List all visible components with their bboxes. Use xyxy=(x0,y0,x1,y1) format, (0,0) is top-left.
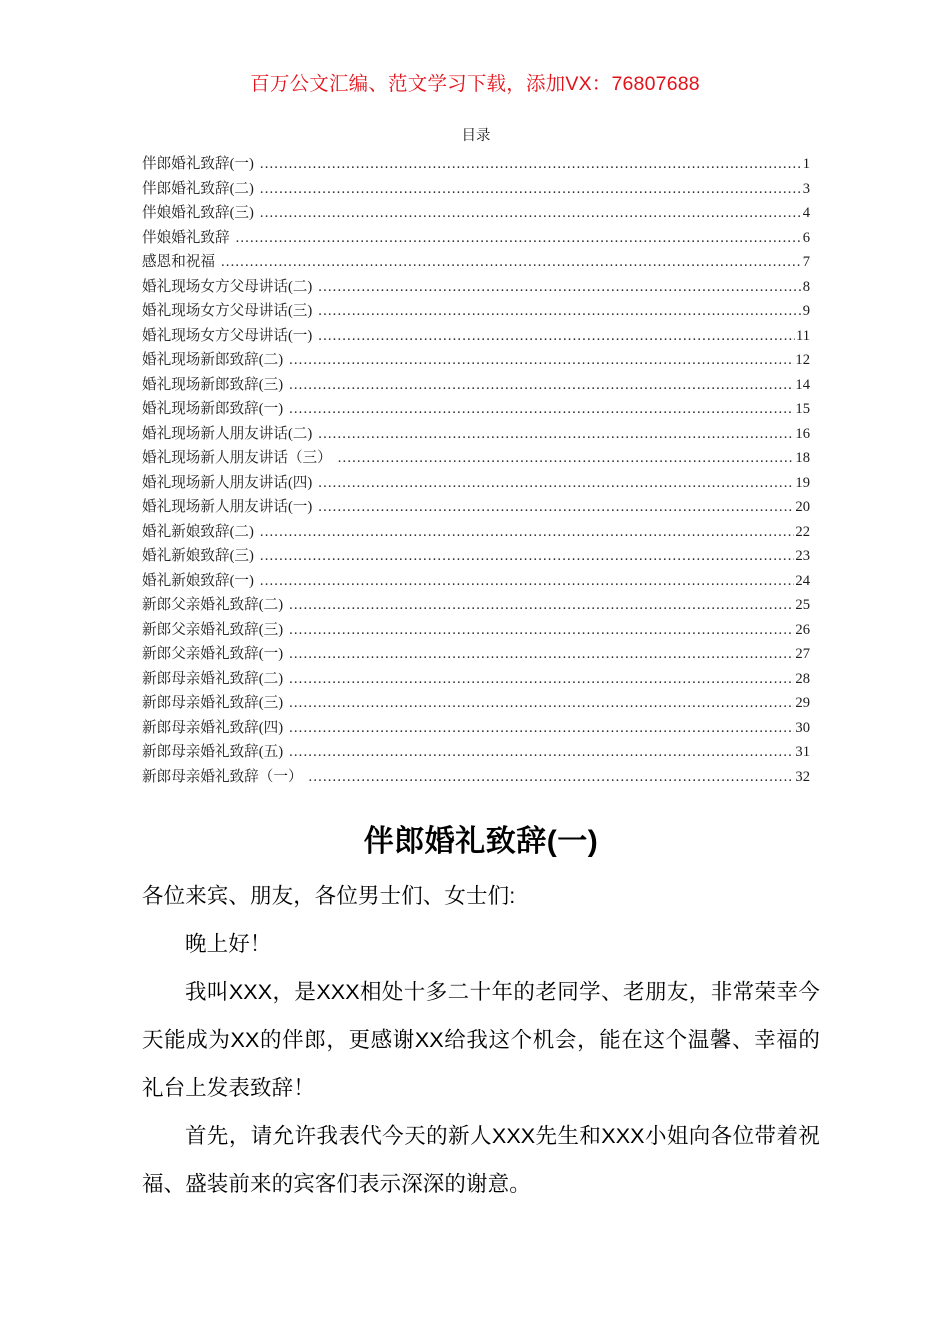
toc-page-number: 27 xyxy=(795,646,810,662)
toc-dot-leader xyxy=(260,177,802,202)
toc-entry-label: 新郎母亲婚礼致辞(二) xyxy=(142,670,284,687)
toc-entry[interactable] xyxy=(142,520,810,545)
toc-page-number: 7 xyxy=(802,254,810,270)
toc-dot-leader xyxy=(289,373,794,398)
toc-page-number: 3 xyxy=(802,180,810,197)
article-title: 伴郎婚礼致辞(一) xyxy=(363,825,599,858)
toc-dot-leader xyxy=(289,716,794,741)
toc-entry-label: 新郎母亲婚礼致辞(四) xyxy=(142,719,284,736)
toc-entry-label: 婚礼现场女方父母讲话(三) xyxy=(142,303,313,319)
toc-dot-leader xyxy=(289,593,794,618)
toc-dot-leader xyxy=(289,667,794,692)
toc-entry-label: 婚礼现场新人朋友讲话（三） xyxy=(142,450,332,466)
toc-entry[interactable] xyxy=(142,299,810,324)
toc-entry[interactable] xyxy=(142,201,810,226)
toc-page-number: 16 xyxy=(795,425,810,442)
toc-entry[interactable] xyxy=(142,740,810,765)
toc-entry[interactable] xyxy=(142,397,810,422)
toc-dot-leader xyxy=(289,740,794,765)
toc-page-number: 18 xyxy=(795,450,810,466)
toc-dot-leader xyxy=(289,618,794,643)
article-paragraph: 各位来宾、朋友，各位男士们、女士们: xyxy=(142,884,516,908)
article-paragraph: 我叫XXX，是XXX相处十多二十年的老同学、老朋友，非常荣幸今天能成为XX的伴郎，更感谢XX给我这个机会，能在这个温馨、幸福的礼台上发表致辞！ xyxy=(142,980,820,1100)
toc-entry-label: 伴郎婚礼致辞(一) xyxy=(142,156,254,172)
toc-entry[interactable] xyxy=(142,691,810,716)
toc-page-number: 15 xyxy=(795,401,810,417)
toc-dot-leader xyxy=(318,275,801,300)
toc-entry-label: 婚礼新娘致辞(二) xyxy=(142,523,254,540)
toc-entry-label: 婚礼现场女方父母讲话(二) xyxy=(142,278,313,295)
toc-entry[interactable] xyxy=(142,275,810,300)
toc-entry-label: 婚礼现场新人朋友讲话(一) xyxy=(142,499,313,515)
toc-dot-leader xyxy=(318,422,794,447)
toc-dot-leader xyxy=(318,471,794,496)
toc-page-number: 20 xyxy=(795,499,810,515)
toc-dot-leader xyxy=(289,397,794,422)
toc-entry[interactable] xyxy=(142,667,810,692)
toc-entry[interactable] xyxy=(142,593,810,618)
toc-page-number: 28 xyxy=(795,670,810,687)
promo-banner: 百万公文汇编、范文学习下载，添加VX：76807688 xyxy=(250,73,700,95)
table-of-contents xyxy=(142,126,810,789)
toc-dot-leader xyxy=(289,348,794,373)
toc-entry[interactable] xyxy=(142,495,810,520)
toc-dot-leader xyxy=(309,765,795,790)
toc-entry-list xyxy=(142,152,810,789)
toc-entry-label: 新郎父亲婚礼致辞(三) xyxy=(142,621,284,638)
toc-entry[interactable] xyxy=(142,348,810,373)
toc-entry-label: 新郎母亲婚礼致辞(三) xyxy=(142,695,284,711)
toc-heading: 目录 xyxy=(461,128,491,144)
toc-entry-label: 新郎母亲婚礼致辞（一） xyxy=(142,768,303,785)
toc-page-number: 32 xyxy=(795,768,810,785)
article-body xyxy=(142,872,820,1208)
toc-entry[interactable] xyxy=(142,373,810,398)
toc-dot-leader xyxy=(260,569,795,594)
toc-entry-label: 婚礼现场新郎致辞(一) xyxy=(142,401,284,417)
toc-entry[interactable] xyxy=(142,226,810,251)
toc-entry[interactable] xyxy=(142,618,810,643)
toc-dot-leader xyxy=(318,324,795,349)
toc-entry[interactable] xyxy=(142,471,810,496)
toc-entry[interactable] xyxy=(142,446,810,471)
toc-page-number: 19 xyxy=(795,474,810,491)
toc-page-number: 9 xyxy=(802,303,810,319)
toc-entry[interactable] xyxy=(142,765,810,790)
toc-page-number: 4 xyxy=(802,205,810,221)
toc-page-number: 29 xyxy=(795,695,810,711)
toc-entry[interactable] xyxy=(142,177,810,202)
toc-entry-label: 新郎父亲婚礼致辞(一) xyxy=(142,646,284,662)
toc-entry-label: 婚礼现场新人朋友讲话(二) xyxy=(142,425,313,442)
toc-page-number: 8 xyxy=(802,278,810,295)
toc-entry[interactable] xyxy=(142,152,810,177)
toc-page-number: 23 xyxy=(795,548,810,564)
toc-dot-leader xyxy=(236,226,802,251)
toc-entry[interactable] xyxy=(142,324,810,349)
toc-entry-label: 新郎父亲婚礼致辞(二) xyxy=(142,597,284,613)
toc-dot-leader xyxy=(318,495,794,520)
toc-entry[interactable] xyxy=(142,642,810,667)
toc-page-number: 25 xyxy=(795,597,810,613)
toc-entry-label: 婚礼新娘致辞(一) xyxy=(142,572,254,589)
toc-entry-label: 婚礼现场新人朋友讲话(四) xyxy=(142,474,313,491)
toc-page-number: 1 xyxy=(802,156,810,172)
toc-page-number: 26 xyxy=(795,621,810,638)
toc-entry-label: 伴郎婚礼致辞(二) xyxy=(142,180,254,197)
toc-dot-leader xyxy=(318,299,801,324)
article-section xyxy=(142,820,820,1208)
toc-entry-label: 感恩和祝福 xyxy=(142,254,215,270)
toc-dot-leader xyxy=(289,642,794,667)
toc-page-number: 12 xyxy=(795,352,810,368)
toc-entry-label: 新郎母亲婚礼致辞(五) xyxy=(142,744,284,760)
toc-entry[interactable] xyxy=(142,569,810,594)
toc-dot-leader xyxy=(338,446,795,471)
toc-entry-label: 伴娘婚礼致辞 xyxy=(142,229,230,246)
article-paragraph: 晚上好！ xyxy=(185,932,272,956)
toc-entry-label: 婚礼新娘致辞(三) xyxy=(142,548,254,564)
toc-page-number: 11 xyxy=(795,327,810,344)
toc-entry[interactable] xyxy=(142,716,810,741)
toc-dot-leader xyxy=(260,152,802,177)
article-paragraph: 首先，请允许我表代今天的新人XXX先生和XXX小姐向各位带着祝福、盛装前来的宾客们表示深深的谢意。 xyxy=(142,1124,820,1196)
toc-entry-label: 婚礼现场新郎致辞(三) xyxy=(142,376,284,393)
toc-page-number: 6 xyxy=(802,229,810,246)
toc-entry[interactable] xyxy=(142,250,810,275)
toc-dot-leader xyxy=(221,250,802,275)
toc-page-number: 24 xyxy=(795,572,810,589)
toc-page-number: 31 xyxy=(795,744,810,760)
toc-entry[interactable] xyxy=(142,544,810,569)
toc-dot-leader xyxy=(260,201,802,226)
toc-dot-leader xyxy=(260,520,795,545)
toc-page-number: 14 xyxy=(795,376,810,393)
toc-entry[interactable] xyxy=(142,422,810,447)
toc-entry-label: 婚礼现场新郎致辞(二) xyxy=(142,352,284,368)
toc-page-number: 30 xyxy=(795,719,810,736)
toc-dot-leader xyxy=(260,544,795,569)
toc-page-number: 22 xyxy=(795,523,810,540)
toc-dot-leader xyxy=(289,691,794,716)
toc-entry-label: 婚礼现场女方父母讲话(一) xyxy=(142,327,313,344)
toc-entry-label: 伴娘婚礼致辞(三) xyxy=(142,205,254,221)
